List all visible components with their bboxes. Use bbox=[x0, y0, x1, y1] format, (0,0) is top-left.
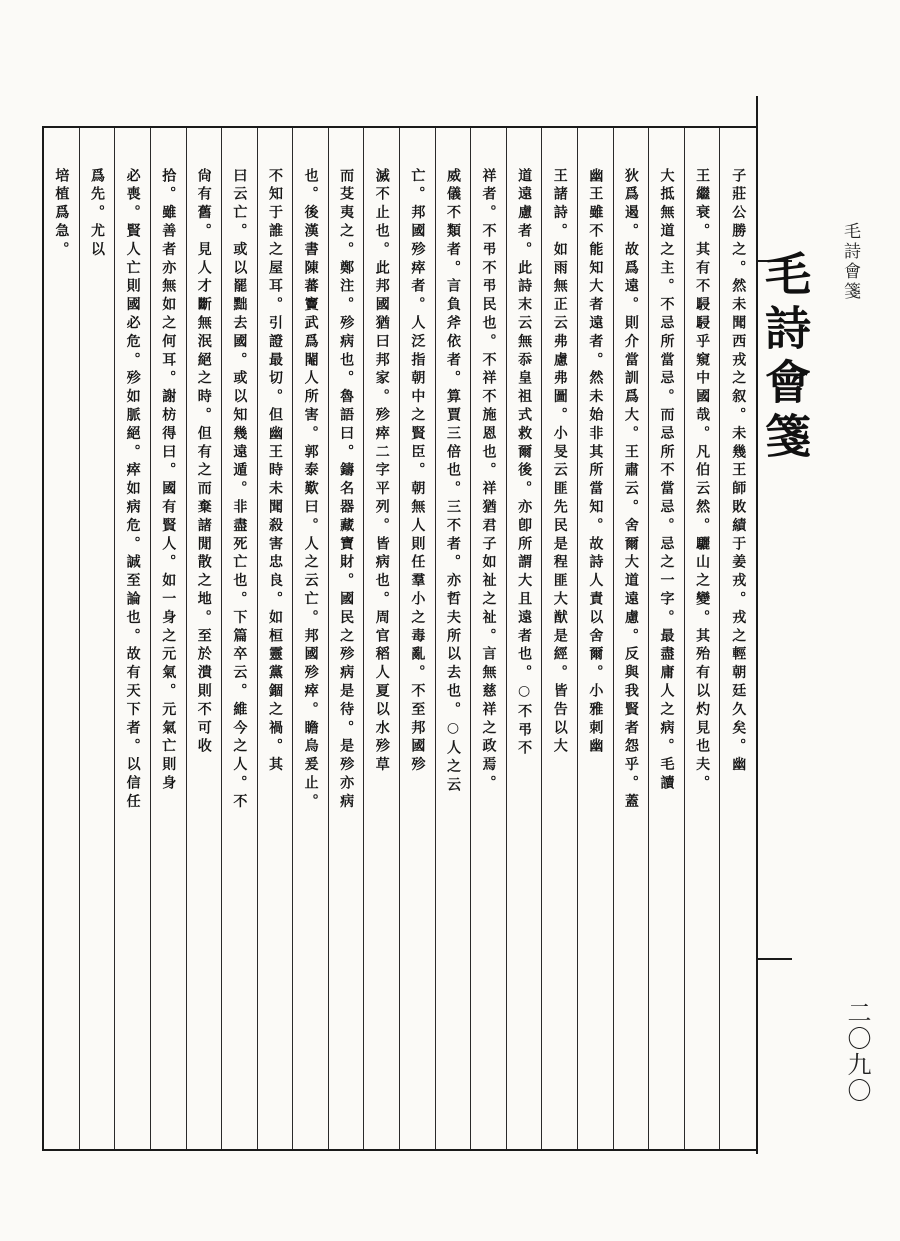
text-column bbox=[44, 128, 80, 1149]
text-column bbox=[400, 128, 436, 1149]
page-number: 二〇九〇 bbox=[843, 1000, 871, 1104]
column-text: 不知于誰之屋耳。引證最切。但幽王時未聞殺害忠良。如桓靈黨錮之禍。其 bbox=[266, 168, 283, 776]
column-text: 也。後漢書陳蕃竇武爲閹人所害。郭泰歎曰。人之云亡。邦國殄瘁。瞻烏爰止。 bbox=[302, 168, 319, 812]
column-text: 滅不止也。此邦國猶曰邦家。殄瘁二字平列。皆病也。周官稻人夏以水殄草 bbox=[373, 168, 390, 776]
column-text: 子莊公勝之。然未聞西戎之叙。未幾王師敗績于姜戎。戎之輕朝廷久矣。幽 bbox=[730, 168, 747, 776]
text-column bbox=[542, 128, 578, 1149]
column-text: 威儀不類者。言負斧依者。算賈三倍也。三不者。亦哲夫所以去也。○人之云 bbox=[444, 168, 461, 796]
column-text: 大抵無道之主。不忌所當忌。而忌所不當忌。忌之一字。最盡庸人之病。毛讀 bbox=[658, 168, 675, 794]
column-text: 必喪。賢人亡則國必危。殄如脈絕。瘁如病危。誠至論也。故有天下者。以信任 bbox=[124, 168, 141, 812]
column-text: 尙有舊。見人才斷無泯絕之時。但有之而棄諸閒散之地。至於潰則不可收 bbox=[195, 168, 212, 757]
column-text: 爲先。尤以 bbox=[89, 168, 106, 260]
text-column bbox=[293, 128, 329, 1149]
text-column bbox=[364, 128, 400, 1149]
column-text: 曰云亡。或以罷黜去國。或以知幾遠遁。非盡死亡也。下篇卒云。維今之人。不 bbox=[231, 168, 248, 812]
text-column bbox=[222, 128, 258, 1149]
column-text: 幽王雖不能知大者遠者。然未始非其所當知。故詩人責以舍爾。小雅刺幽 bbox=[587, 168, 604, 757]
column-text: 祥者。不弔不弔民也。不祥不施恩也。祥猶君子如祉之祉。言無慈祥之政焉。 bbox=[480, 168, 497, 794]
text-column bbox=[720, 128, 756, 1149]
column-text: 亡。邦國殄瘁者。人泛指朝中之賢臣。朝無人則任羣小之毒亂。不至邦國殄 bbox=[409, 168, 426, 776]
text-column bbox=[258, 128, 294, 1149]
column-text: 王繼衰。其有不駸駸乎窺中國哉。凡伯云然。驪山之變。其殆有以灼見也夫。 bbox=[694, 168, 711, 794]
band-title: 毛詩會箋 bbox=[758, 250, 812, 466]
text-columns bbox=[44, 128, 756, 1149]
text-column bbox=[329, 128, 365, 1149]
text-column bbox=[649, 128, 685, 1149]
column-text: 道遠慮者。此詩末云無忝皇祖式救爾後。亦卽所謂大且遠者也。○不弔不 bbox=[516, 168, 533, 759]
text-column bbox=[471, 128, 507, 1149]
text-column bbox=[115, 128, 151, 1149]
text-column bbox=[685, 128, 721, 1149]
column-text: 王諸詩。如雨無正云弗慮弗圖。小旻云匪先民是程匪大猷是經。皆告以大 bbox=[551, 168, 568, 757]
text-column bbox=[80, 128, 116, 1149]
band-bracket-bottom bbox=[756, 958, 792, 960]
text-column bbox=[151, 128, 187, 1149]
text-column bbox=[614, 128, 650, 1149]
column-text: 培植爲急。 bbox=[53, 168, 70, 260]
text-column bbox=[187, 128, 223, 1149]
column-text: 而芟夷之。鄭注。殄病也。魯語曰。鑄名器藏寶財。國民之殄病是待。是殄亦病 bbox=[338, 168, 355, 812]
column-text: 拾。雖善者亦無如之何耳。謝枋得曰。國有賢人。如一身之元氣。元氣亡則身 bbox=[160, 168, 177, 794]
text-column bbox=[436, 128, 472, 1149]
column-text: 狄爲遏。故爲遠。則介當訓爲大。王肅云。舍爾大道遠慮。反與我賢者怨乎。蓋 bbox=[622, 168, 639, 812]
text-column bbox=[507, 128, 543, 1149]
text-column bbox=[578, 128, 614, 1149]
margin-header: 毛詩會箋 bbox=[840, 222, 860, 302]
